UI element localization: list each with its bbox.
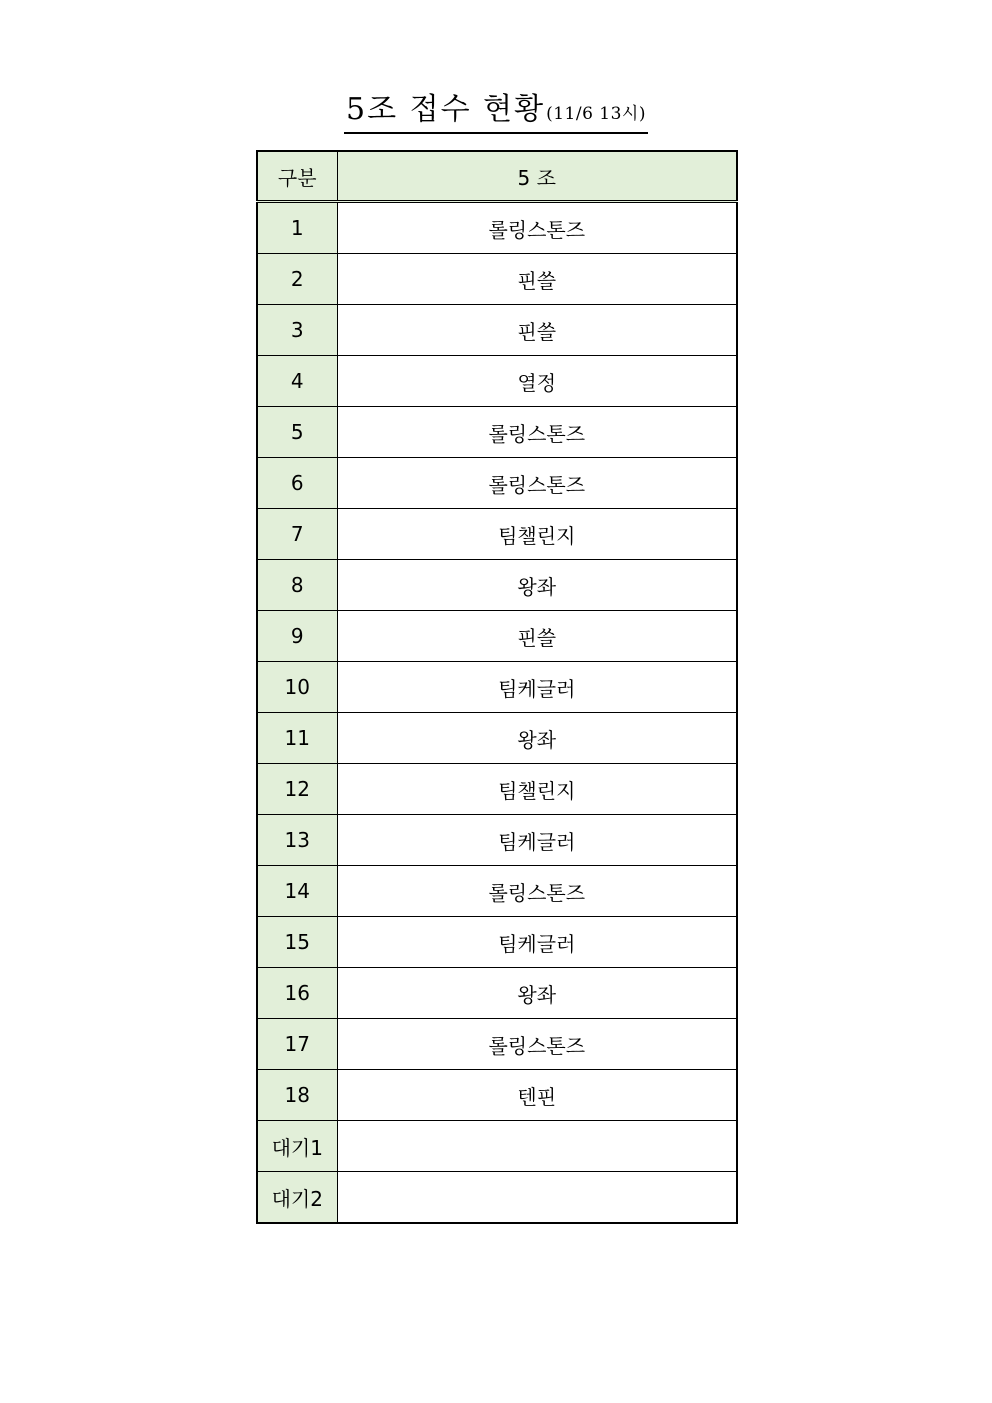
team-name: 롤링스톤즈 bbox=[337, 202, 737, 254]
team-name: 롤링스톤즈 bbox=[337, 1019, 737, 1070]
team-name: 왕좌 bbox=[337, 968, 737, 1019]
table-row-waitlist bbox=[257, 1121, 737, 1172]
table-row bbox=[257, 509, 737, 560]
table-row bbox=[257, 815, 737, 866]
team-name: 팀케글러 bbox=[337, 917, 737, 968]
row-number: 5 bbox=[257, 407, 337, 458]
table-row bbox=[257, 305, 737, 356]
row-number: 8 bbox=[257, 560, 337, 611]
table-row bbox=[257, 917, 737, 968]
row-number: 14 bbox=[257, 866, 337, 917]
table-row bbox=[257, 407, 737, 458]
table-row bbox=[257, 1070, 737, 1121]
row-number: 대기1 bbox=[257, 1121, 337, 1172]
table-row bbox=[257, 866, 737, 917]
registration-table bbox=[256, 150, 738, 1224]
table-row bbox=[257, 968, 737, 1019]
team-name: 핀쓸 bbox=[337, 305, 737, 356]
row-number: 12 bbox=[257, 764, 337, 815]
team-name: 텐핀 bbox=[337, 1070, 737, 1121]
row-number: 11 bbox=[257, 713, 337, 764]
table-row bbox=[257, 458, 737, 509]
header-group: 5 조 bbox=[337, 151, 737, 202]
table-row bbox=[257, 662, 737, 713]
table-row-waitlist bbox=[257, 1172, 737, 1224]
table-row bbox=[257, 713, 737, 764]
team-name: 팀케글러 bbox=[337, 815, 737, 866]
row-number: 2 bbox=[257, 254, 337, 305]
title-main: 5조 접수 현황 bbox=[346, 92, 546, 127]
team-name: 왕좌 bbox=[337, 713, 737, 764]
row-number: 6 bbox=[257, 458, 337, 509]
row-number: 1 bbox=[257, 202, 337, 254]
row-number: 18 bbox=[257, 1070, 337, 1121]
table-header-row bbox=[257, 151, 737, 202]
team-name: 팀케글러 bbox=[337, 662, 737, 713]
row-number: 13 bbox=[257, 815, 337, 866]
table-row bbox=[257, 560, 737, 611]
table-row bbox=[257, 254, 737, 305]
header-category: 구분 bbox=[257, 151, 337, 202]
row-number: 9 bbox=[257, 611, 337, 662]
title-wrap bbox=[0, 92, 992, 134]
row-number: 3 bbox=[257, 305, 337, 356]
row-number: 10 bbox=[257, 662, 337, 713]
table-row bbox=[257, 202, 737, 254]
table-row bbox=[257, 764, 737, 815]
team-name: 롤링스톤즈 bbox=[337, 866, 737, 917]
team-name bbox=[337, 1172, 737, 1224]
team-name bbox=[337, 1121, 737, 1172]
table-row bbox=[257, 1019, 737, 1070]
table-row bbox=[257, 611, 737, 662]
team-name: 팀챌린지 bbox=[337, 509, 737, 560]
row-number: 대기2 bbox=[257, 1172, 337, 1224]
team-name: 열정 bbox=[337, 356, 737, 407]
row-number: 16 bbox=[257, 968, 337, 1019]
team-name: 롤링스톤즈 bbox=[337, 458, 737, 509]
team-name: 팀챌린지 bbox=[337, 764, 737, 815]
row-number: 17 bbox=[257, 1019, 337, 1070]
table-row bbox=[257, 356, 737, 407]
row-number: 7 bbox=[257, 509, 337, 560]
team-name: 핀쓸 bbox=[337, 254, 737, 305]
team-name: 핀쓸 bbox=[337, 611, 737, 662]
title-timestamp: (11/6 13시) bbox=[546, 104, 646, 124]
page-title bbox=[344, 92, 648, 134]
team-name: 왕좌 bbox=[337, 560, 737, 611]
row-number: 4 bbox=[257, 356, 337, 407]
row-number: 15 bbox=[257, 917, 337, 968]
team-name: 롤링스톤즈 bbox=[337, 407, 737, 458]
table-body bbox=[257, 202, 737, 1224]
